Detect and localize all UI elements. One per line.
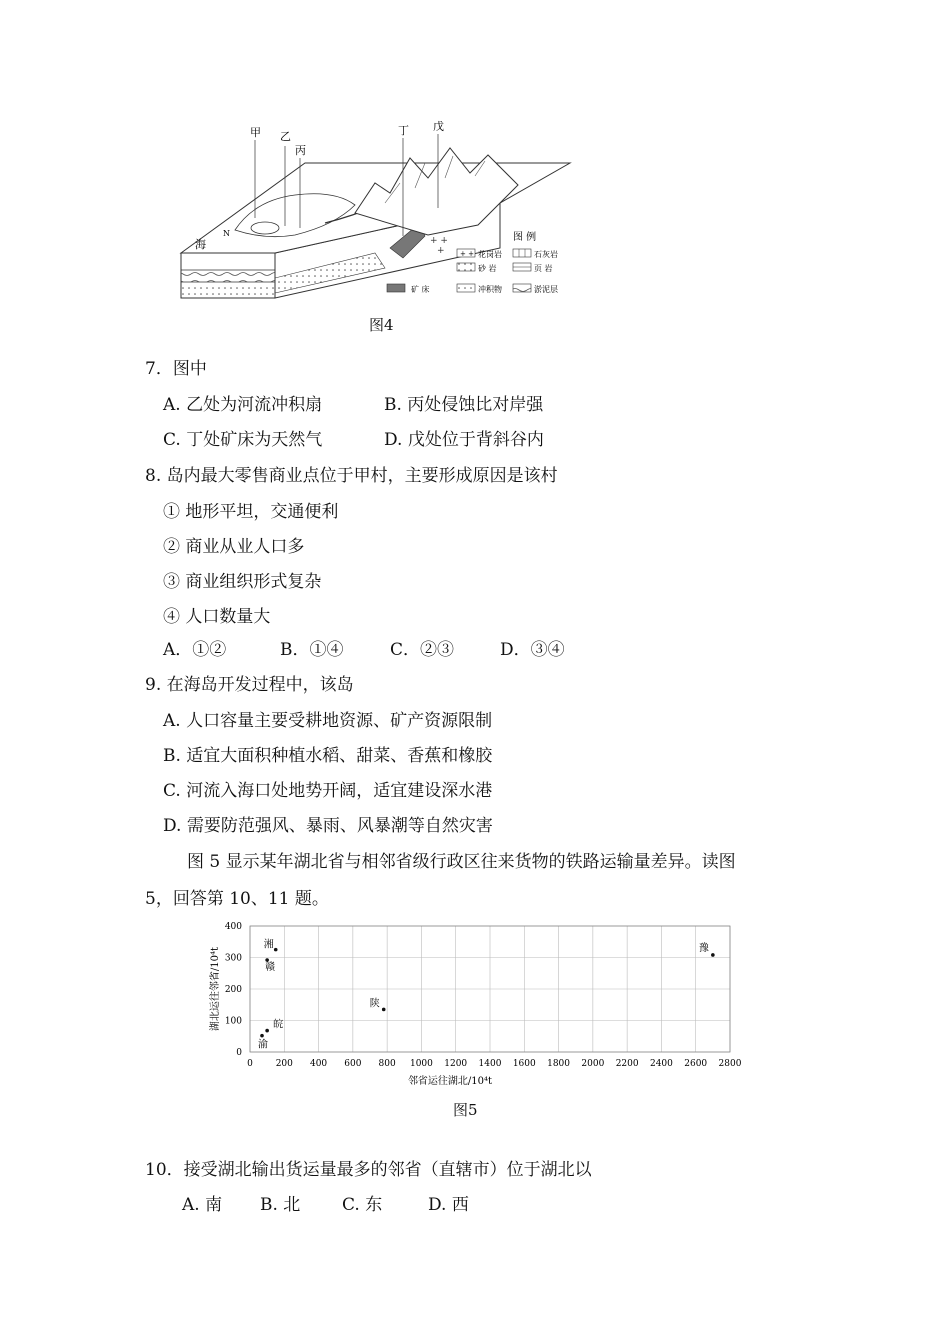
q8-item-1: ① 地形平坦，交通便利 bbox=[163, 502, 339, 522]
q8-item-4: ④ 人口数量大 bbox=[163, 607, 271, 627]
x-tick-label: 0 bbox=[247, 1059, 253, 1069]
svg-text:+ +: + + bbox=[460, 250, 474, 258]
x-tick-label: 2400 bbox=[649, 1059, 673, 1069]
figure5 bbox=[200, 918, 760, 1093]
legend-item-granite: 花岗岩 bbox=[478, 250, 502, 259]
legend-item-ore: 矿 床 bbox=[411, 285, 430, 294]
point-label: 豫 bbox=[698, 942, 709, 954]
q9-option-c[interactable]: C. 河流入海口处地势开阔，适宜建设深水港 bbox=[163, 781, 493, 801]
q7-option-c[interactable]: C. 丁处矿床为天然气 bbox=[163, 430, 323, 450]
label-north: N bbox=[223, 229, 230, 238]
figure4 bbox=[175, 118, 595, 303]
q8-option-a[interactable]: A．①② bbox=[163, 640, 227, 660]
intro-line-1: 图 5 显示某年湖北省与相邻省级行政区往来货物的铁路运输量差异。读图 bbox=[187, 852, 736, 872]
q9-option-d[interactable]: D. 需要防范强风、暴雨、风暴潮等自然灾害 bbox=[163, 816, 493, 836]
data-point bbox=[265, 1029, 269, 1033]
geology-block-diagram bbox=[175, 118, 595, 303]
legend-item-alluvium: 冲积物 bbox=[478, 285, 502, 294]
legend-item-limestone: 石灰岩 bbox=[534, 250, 558, 259]
figure5-scatter-chart bbox=[200, 918, 760, 1093]
x-tick-label: 600 bbox=[344, 1059, 362, 1069]
x-tick-label: 1000 bbox=[409, 1059, 433, 1069]
q7-option-d[interactable]: D. 戊处位于背斜谷内 bbox=[384, 430, 544, 450]
y-tick-label: 200 bbox=[224, 985, 242, 995]
point-label: 湘 bbox=[263, 939, 274, 951]
label-jia: 甲 bbox=[250, 126, 261, 139]
data-point bbox=[382, 1008, 386, 1012]
q9-option-b[interactable]: B. 适宜大面积种植水稻、甜菜、香蕉和橡胶 bbox=[163, 746, 493, 766]
label-ding: 丁 bbox=[398, 124, 409, 137]
label-bing: 丙 bbox=[295, 144, 306, 157]
svg-text:+ +: + + bbox=[430, 236, 448, 246]
q7-option-a[interactable]: A. 乙处为河流冲积扇 bbox=[163, 395, 323, 415]
x-tick-label: 2600 bbox=[684, 1059, 708, 1069]
q7-stem: 7．图中 bbox=[145, 359, 207, 379]
legend-item-shale: 页 岩 bbox=[534, 264, 553, 273]
point-label: 渝 bbox=[258, 1039, 268, 1051]
q7-option-b[interactable]: B. 丙处侵蚀比对岸强 bbox=[384, 395, 544, 415]
legend-title: 图 例 bbox=[513, 232, 537, 243]
q8-option-d[interactable]: D．③④ bbox=[500, 640, 565, 660]
q10-option-d[interactable]: D. 西 bbox=[428, 1195, 469, 1215]
figure4-caption: 图4 bbox=[369, 316, 394, 334]
x-tick-label: 2200 bbox=[615, 1059, 639, 1069]
svg-text:+: + bbox=[437, 246, 445, 256]
q8-stem: 8. 岛内最大零售商业点位于甲村，主要形成原因是该村 bbox=[145, 466, 558, 486]
data-point bbox=[711, 953, 715, 957]
y-tick-label: 300 bbox=[224, 953, 242, 964]
q10-option-c[interactable]: C. 东 bbox=[342, 1195, 383, 1215]
legend-item-silt: 淤泥层 bbox=[534, 285, 558, 294]
x-tick-label: 2000 bbox=[581, 1059, 605, 1069]
y-tick-label: 0 bbox=[236, 1048, 242, 1058]
data-point bbox=[260, 1034, 264, 1038]
x-tick-label: 1800 bbox=[547, 1059, 571, 1069]
x-tick-label: 1200 bbox=[444, 1059, 468, 1069]
y-axis-label: 湖北运往邻省/10⁴t bbox=[210, 946, 221, 1032]
q10-option-a[interactable]: A. 南 bbox=[182, 1195, 223, 1215]
q10-stem: 10．接受湖北输出货运量最多的邻省（直辖市）位于湖北以 bbox=[145, 1160, 592, 1180]
legend-item-sandstone: 砂 岩 bbox=[478, 264, 497, 273]
label-sea: 海 bbox=[195, 238, 206, 251]
x-tick-label: 2800 bbox=[718, 1059, 742, 1069]
label-yi: 乙 bbox=[280, 130, 291, 143]
data-point bbox=[274, 948, 278, 952]
q8-option-b[interactable]: B．①④ bbox=[280, 640, 344, 660]
q10-option-b[interactable]: B. 北 bbox=[260, 1195, 301, 1215]
point-label: 陕 bbox=[369, 998, 380, 1010]
label-wu: 戊 bbox=[433, 120, 444, 133]
y-tick-label: 400 bbox=[224, 922, 242, 932]
y-tick-label: 100 bbox=[224, 1016, 242, 1027]
x-tick-label: 1600 bbox=[512, 1059, 536, 1069]
x-tick-label: 800 bbox=[378, 1059, 396, 1069]
intro-line-2: 5，回答第 10、11 题。 bbox=[145, 889, 329, 909]
x-axis-label: 邻省运往湖北/10⁴t bbox=[407, 1076, 493, 1087]
point-label: 赣 bbox=[265, 962, 276, 974]
x-tick-label: 400 bbox=[309, 1059, 328, 1069]
q8-item-2: ② 商业从业人口多 bbox=[163, 537, 305, 557]
x-tick-label: 200 bbox=[275, 1059, 293, 1069]
q9-option-a[interactable]: A. 人口容量主要受耕地资源、矿产资源限制 bbox=[163, 711, 493, 731]
point-label: 皖 bbox=[273, 1019, 284, 1031]
q8-option-c[interactable]: C．②③ bbox=[390, 640, 455, 660]
x-tick-label: 1400 bbox=[478, 1059, 502, 1069]
q9-stem: 9. 在海岛开发过程中，该岛 bbox=[145, 675, 354, 695]
q8-item-3: ③ 商业组织形式复杂 bbox=[163, 572, 322, 592]
figure5-caption: 图5 bbox=[453, 1101, 478, 1119]
